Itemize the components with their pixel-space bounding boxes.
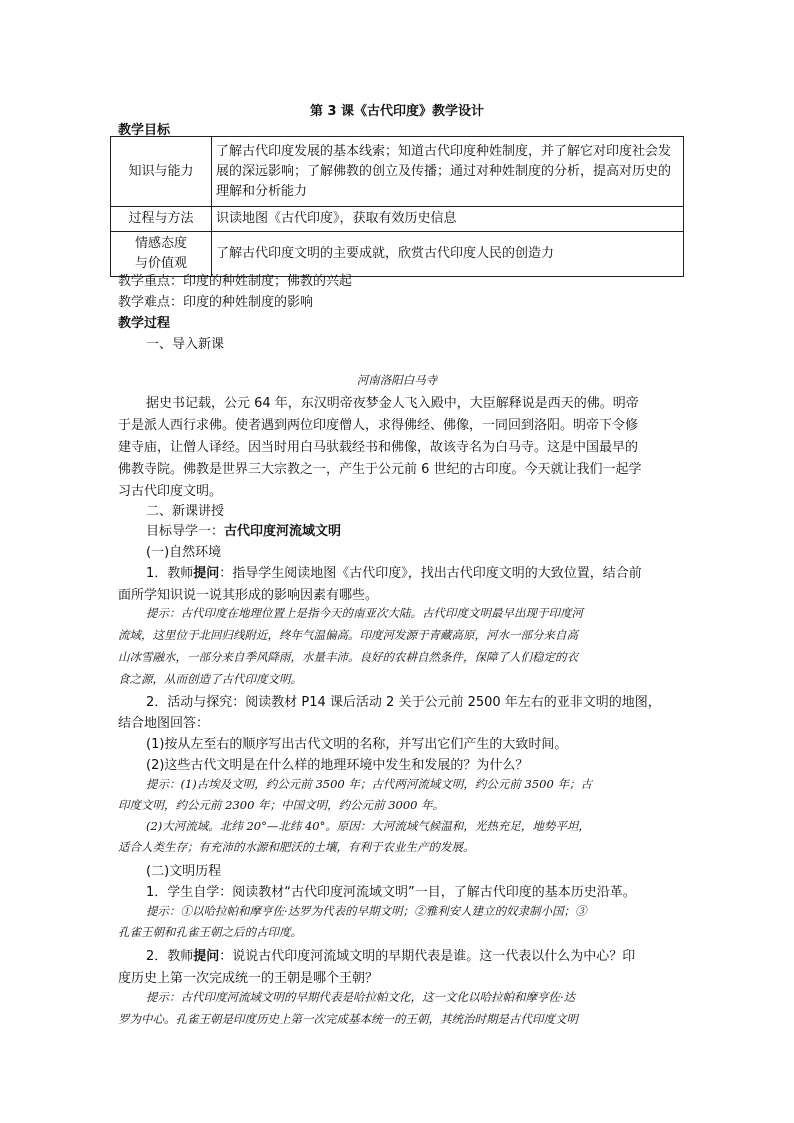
- hint-line: 提示：古代印度河流域文明的早期代表是哈拉帕文化，这一文化以哈拉帕和摩亨佐·达: [146, 990, 576, 1004]
- goal-text: 了解古代印度文明的主要成就，欣赏古代印度人民的创造力: [212, 232, 684, 277]
- goal-label-line: 情感态度: [134, 236, 187, 251]
- subsection-heading: (二)文明历程: [146, 864, 222, 879]
- question-line: 1．学生自学：阅读教材“古代印度河流域文明”一目，了解古代印度的基本历史沿革。: [146, 885, 636, 900]
- paragraph-line: 据史书记载，公元 64 年，东汉明帝夜梦金人飞入殿中，大臣解释说是西天的佛。明帝: [146, 396, 639, 411]
- goals-heading: 教学目标: [118, 123, 171, 138]
- question-line: (1)按从左至右的顺序写出古代文明的名称，并写出它们产生的大致时间。: [146, 737, 568, 752]
- hint-line: 印度文明，约公元前 2300 年；中国文明，约公元前 3000 年。: [118, 798, 445, 812]
- section-heading: 二、新课讲授: [146, 504, 225, 519]
- key-point: 教学重点：印度的种姓制度；佛教的兴起: [118, 274, 353, 289]
- hint-line: 罗为中心。孔雀王朝是印度历史上第一次完成基本统一的王朝，其统治时期是古代印度文明: [118, 1012, 578, 1026]
- goal-text: 识读地图《古代印度》，获取有效历史信息: [212, 207, 684, 232]
- paragraph-line: 建寺庙，让僧人译经。因当时用白马驮载经书和佛像，故该寺名为白马寺。这是中国最早的: [118, 440, 639, 455]
- question-text: ：说说古代印度河流域文明的早期代表是谁。这一代表以什么为中心？印: [219, 949, 636, 964]
- question-line: 2．活动与探究：阅读教材 P14 课后活动 2 关于公元前 2500 年左右的亚非文明的地图，: [146, 695, 661, 710]
- question-line: [146, 562, 642, 581]
- goal-label-line: 与价值观: [134, 256, 187, 271]
- question-keyword: 提问: [193, 566, 220, 581]
- paragraph-line: 佛教寺院。佛教是世界三大宗教之一，产生于公元前 6 世纪的古印度。今天就让我们一起学: [118, 462, 642, 477]
- target-title: 古代印度河流域文明: [224, 524, 342, 539]
- hint-line: 提示：①以哈拉帕和摩亨佐·达罗为代表的早期文明；②雅利安人建立的奴隶制小国；③: [146, 904, 587, 918]
- goal-text: 了解古代印度发展的基本线索；知道古代印度种姓制度，并了解它对印度社会发展的深远影响；了解佛教的创立及传播；通过对种姓制度的分析，提高对历史的理解和分析能力: [212, 137, 684, 207]
- question-line: 度历史上第一次完成统一的王朝是哪个王朝？: [118, 971, 379, 986]
- process-heading: 教学过程: [118, 316, 171, 331]
- image-caption: 河南洛阳白马寺: [356, 373, 438, 387]
- difficult-point: 教学难点：印度的种姓制度的影响: [118, 295, 314, 310]
- question-line: (2)这些古代文明是在什么样的地理环境中发生和发展的？为什么？: [146, 758, 529, 773]
- question-line: 面所学知识说一说其形成的影响因素有哪些。: [118, 588, 379, 603]
- question-prefix: 2．教师: [146, 949, 194, 964]
- subsection-heading: (一)自然环境: [146, 545, 222, 560]
- table-row: [111, 207, 684, 232]
- goal-label: 过程与方法: [111, 207, 212, 232]
- hint-line: 适合人类生存；有充沛的水源和肥沃的土壤，有利于农业生产的发展。: [118, 840, 475, 854]
- hint-line: 食之源，从而创造了古代印度文明。: [118, 672, 302, 686]
- target-heading: [146, 520, 341, 539]
- hint-line: 提示：古代印度在地理位置上是指今天的南亚次大陆。古代印度文明最早出现于印度河: [146, 606, 583, 620]
- goals-table: [110, 136, 684, 277]
- hint-line: 流域，这里位于北回归线附近，终年气温偏高。印度河发源于青藏高原，河水一部分来自高: [118, 628, 578, 642]
- hint-line: 孔雀王朝和孔雀王朝之后的古印度。: [118, 925, 302, 939]
- question-prefix: 1．教师: [146, 566, 194, 581]
- question-text: ：指导学生阅读地图《古代印度》，找出古代印度文明的大致位置，结合前: [219, 566, 642, 581]
- question-line: 结合地图回答：: [118, 716, 210, 731]
- target-prefix: 目标导学一：: [146, 524, 225, 539]
- question-keyword: 提问: [193, 949, 220, 964]
- hint-line: (2)大河流域。北纬 20°—北纬 40°。原因：大河流域气候温和，光热充足，地势平坦，: [146, 819, 590, 833]
- document-title: 第 3 课《古代印度》教学设计: [309, 104, 485, 119]
- paragraph-line: 于是派人西行求佛。使者遇到两位印度僧人，求得佛经、佛像，一同回到洛阳。明帝下令修: [118, 418, 639, 433]
- hint-line: 山冰雪融水，一部分来自季风降雨，水量丰沛。良好的农耕自然条件，保障了人们稳定的衣: [118, 650, 578, 664]
- section-heading: 一、导入新课: [146, 337, 225, 352]
- hint-line: 提示：(1)古埃及文明，约公元前 3500 年；古代两河流域文明，约公元前 3500 年；古: [146, 777, 592, 791]
- table-row: [111, 137, 684, 207]
- goal-label: 知识与能力: [111, 137, 212, 207]
- question-line: [146, 945, 635, 964]
- paragraph-line: 习古代印度文明。: [118, 484, 223, 499]
